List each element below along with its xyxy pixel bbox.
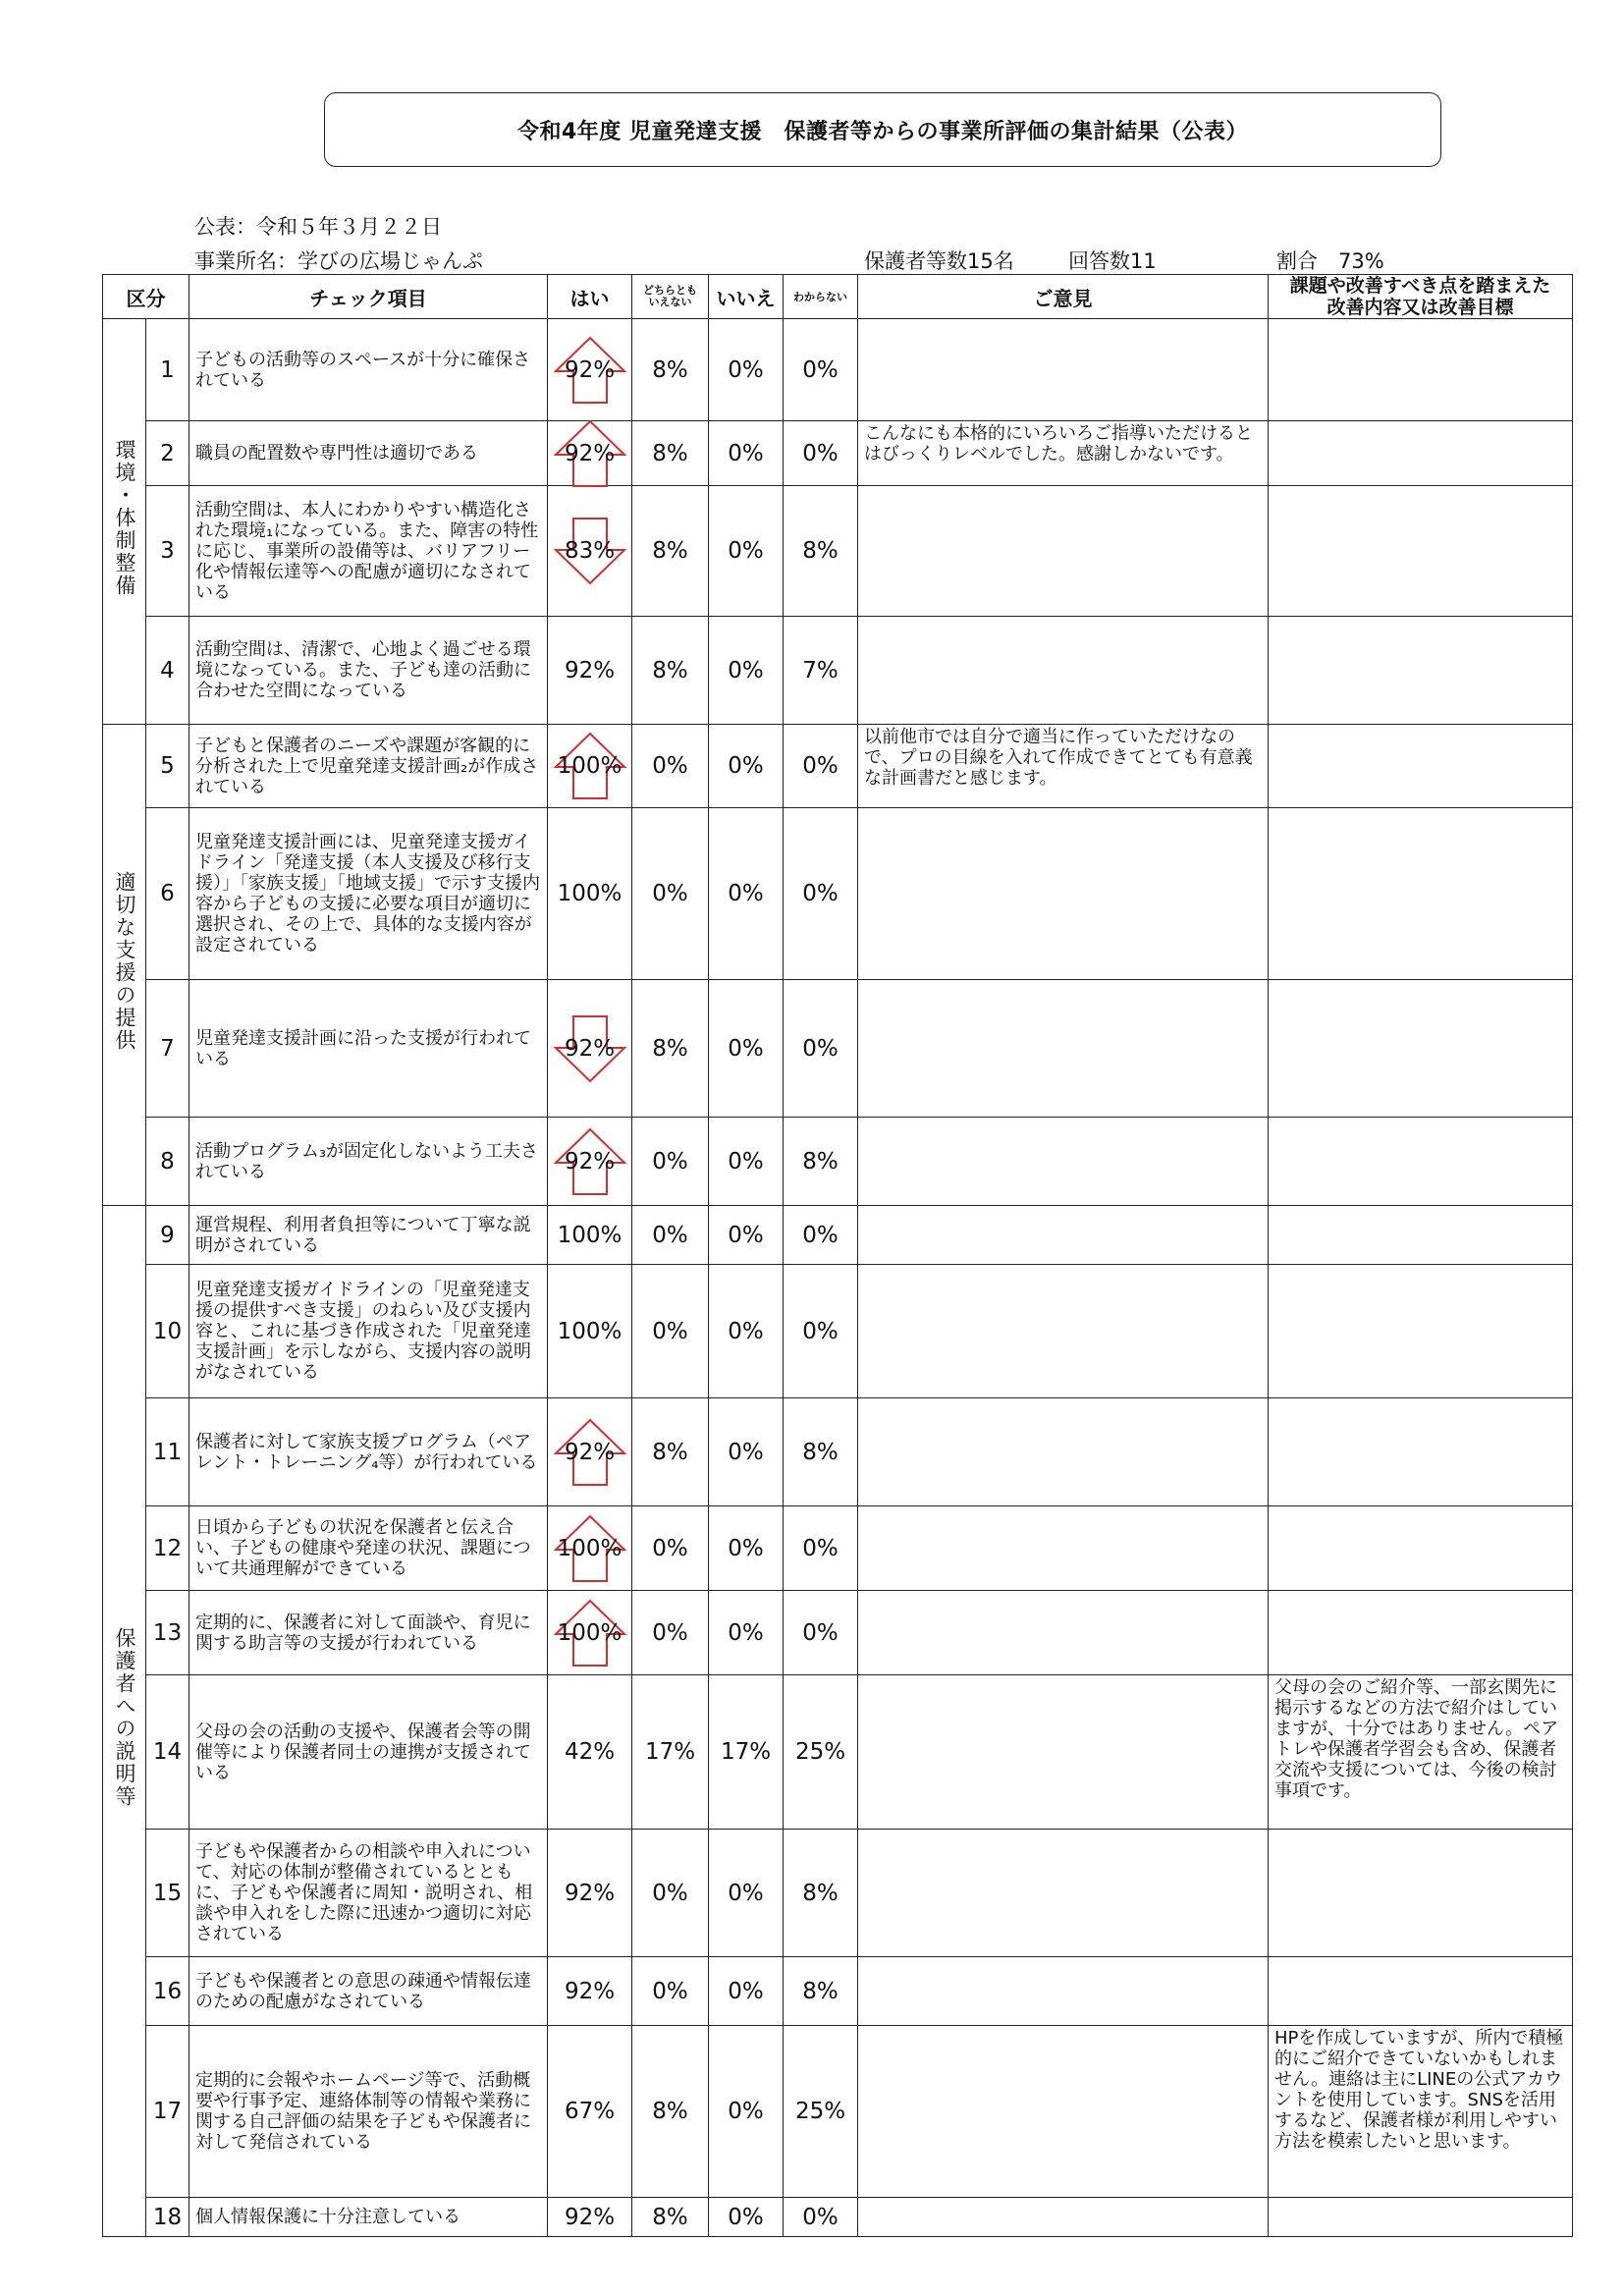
opinion-cell: 以前他市では自分で適当に作っていただけなので、プロの目線を入れて作成できてとても有意義な計画書だと感じます。 [858, 725, 1269, 808]
table-row [103, 1398, 1573, 1506]
item-number: 11 [146, 1398, 189, 1506]
no-percent: 0% [709, 421, 784, 486]
check-item-text: 活動空間は、本人にわかりやすい構造化された環境₁になっている。また、障害の特性に応じ、事業所の設備等は、バリアフリー化や情報伝達等への配慮が適切になされている [189, 486, 548, 617]
unknown-percent: 8% [784, 1398, 858, 1506]
check-item-text: 子どもや保護者からの相談や申入れについて、対応の体制が整備されているとともに、子どもや保護者に周知・説明され、相談や申入れをした際に迅速かつ適切に対応されている [189, 1830, 548, 1957]
header-check-item: チェック項目 [189, 275, 548, 319]
check-item-text: 日頃から子どもの状況を保護者と伝え合い、子どもの健康や発達の状況、課題について共通理解ができている [189, 1506, 548, 1591]
item-number: 3 [146, 486, 189, 617]
no-percent: 0% [709, 980, 784, 1118]
category-cell: 適切な支援の提供 [103, 725, 146, 1206]
yes-percent: 67% [548, 2026, 632, 2198]
yes-percent: 92% [548, 1957, 632, 2026]
no-percent: 0% [709, 1398, 784, 1506]
improvement-goal-cell [1269, 808, 1573, 980]
table-row [103, 2198, 1573, 2237]
check-item-text: 子どもの活動等のスペースが十分に確保されている [189, 319, 548, 421]
unknown-percent: 25% [784, 1675, 858, 1830]
no-percent: 0% [709, 486, 784, 617]
table-row [103, 1506, 1573, 1591]
no-percent: 17% [709, 1675, 784, 1830]
check-item-text: 子どもや保護者との意思の疎通や情報伝達のための配慮がなされている [189, 1957, 548, 2026]
table-row [103, 1957, 1573, 2026]
opinion-cell [858, 1830, 1269, 1957]
no-percent: 0% [709, 1506, 784, 1591]
yes-percent: 92% [548, 2198, 632, 2237]
table-row [103, 1591, 1573, 1675]
improvement-goal-cell [1269, 980, 1573, 1118]
improvement-goal-cell: 父母の会のご紹介等、一部玄関先に掲示するなどの方法で紹介はしていますが、十分ではありません。ペアトレや保護者学習会も含め、保護者交流や支援については、今後の検討事項です。 [1269, 1675, 1573, 1830]
guardian-count: 保護者等数15名 [864, 249, 1014, 273]
improvement-goal-cell [1269, 486, 1573, 617]
item-number: 9 [146, 1206, 189, 1265]
opinion-cell [858, 1265, 1269, 1398]
check-item-text: 定期的に会報やホームページ等で、活動概要や行事予定、連絡体制等の情報や業務に関する自己評価の結果を子どもや保護者に対して発信されている [189, 2026, 548, 2198]
header-opinion: ご意見 [858, 275, 1269, 319]
improvement-goal-cell [1269, 1398, 1573, 1506]
improvement-goal-cell [1269, 1265, 1573, 1398]
category-cell: 保護者への説明等 [103, 1206, 146, 2237]
unknown-percent: 8% [784, 1118, 858, 1206]
table-row [103, 486, 1573, 617]
unknown-percent: 8% [784, 486, 858, 617]
yes-percent: 100% [548, 1591, 632, 1675]
yes-percent: 100% [548, 1506, 632, 1591]
neither-percent: 8% [632, 486, 709, 617]
check-item-text: 活動空間は、清潔で、心地よく過ごせる環境になっている。また、子ども達の活動に合わせた空間になっている [189, 617, 548, 725]
table-row [103, 1265, 1573, 1398]
unknown-percent: 0% [784, 725, 858, 808]
unknown-percent: 7% [784, 617, 858, 725]
item-number: 14 [146, 1675, 189, 1830]
item-number: 17 [146, 2026, 189, 2198]
unknown-percent: 8% [784, 1957, 858, 2026]
check-item-text: 職員の配置数や専門性は適切である [189, 421, 548, 486]
table-row [103, 2026, 1573, 2198]
no-percent: 0% [709, 2026, 784, 2198]
unknown-percent: 25% [784, 2026, 858, 2198]
neither-percent: 8% [632, 2026, 709, 2198]
yes-percent: 83% [548, 486, 632, 617]
yes-percent: 92% [548, 421, 632, 486]
check-item-text: 個人情報保護に十分注意している [189, 2198, 548, 2237]
table-row [103, 421, 1573, 486]
item-number: 1 [146, 319, 189, 421]
yes-percent: 42% [548, 1675, 632, 1830]
no-percent: 0% [709, 617, 784, 725]
no-percent: 0% [709, 2198, 784, 2237]
no-percent: 0% [709, 808, 784, 980]
item-number: 8 [146, 1118, 189, 1206]
no-percent: 0% [709, 1830, 784, 1957]
table-row [103, 319, 1573, 421]
opinion-cell [858, 1591, 1269, 1675]
neither-percent: 0% [632, 808, 709, 980]
yes-percent: 100% [548, 725, 632, 808]
yes-percent: 92% [548, 980, 632, 1118]
table-header-row [103, 275, 1573, 319]
no-percent: 0% [709, 319, 784, 421]
neither-percent: 8% [632, 617, 709, 725]
yes-percent: 100% [548, 808, 632, 980]
header-category: 区分 [103, 275, 189, 319]
improvement-goal-cell: HPを作成していますが、所内で積極的にご紹介できていないかもしれません。連絡は主にLINEの公式アカウントを使用しています。SNSを活用するなど、保護者様が利用しやすい方法を模索したいと思います。 [1269, 2026, 1573, 2198]
improvement-goal-cell [1269, 1957, 1573, 2026]
no-percent: 0% [709, 1265, 784, 1398]
improvement-goal-cell [1269, 1206, 1573, 1265]
table-row [103, 1206, 1573, 1265]
no-percent: 0% [709, 1957, 784, 2026]
neither-percent: 8% [632, 421, 709, 486]
opinion-cell [858, 2198, 1269, 2237]
table-row [103, 1830, 1573, 1957]
unknown-percent: 8% [784, 1830, 858, 1957]
check-item-text: 運営規程、利用者負担等について丁寧な説明がされている [189, 1206, 548, 1265]
opinion-cell [858, 980, 1269, 1118]
no-percent: 0% [709, 1118, 784, 1206]
neither-percent: 0% [632, 725, 709, 808]
yes-percent: 92% [548, 1398, 632, 1506]
unknown-percent: 0% [784, 2198, 858, 2237]
check-item-text: 定期的に、保護者に対して面談や、育児に関する助言等の支援が行われている [189, 1591, 548, 1675]
header-unknown: わからない [784, 275, 858, 319]
document-title: 令和4年度 児童発達支援 保護者等からの事業所評価の集計結果（公表） [324, 92, 1441, 167]
facility-name: 事業所名：学びの広場じゃんぷ [194, 249, 483, 273]
check-item-text: 児童発達支援計画に沿った支援が行われている [189, 980, 548, 1118]
item-number: 7 [146, 980, 189, 1118]
no-percent: 0% [709, 1206, 784, 1265]
check-item-text: 父母の会の活動の支援や、保護者会等の開催等により保護者同士の連携が支援されている [189, 1675, 548, 1830]
neither-percent: 0% [632, 1830, 709, 1957]
improvement-goal-cell [1269, 1506, 1573, 1591]
item-number: 12 [146, 1506, 189, 1591]
table-row [103, 980, 1573, 1118]
unknown-percent: 0% [784, 980, 858, 1118]
opinion-cell [858, 319, 1269, 421]
no-percent: 0% [709, 1591, 784, 1675]
table-row [103, 1118, 1573, 1206]
neither-percent: 17% [632, 1675, 709, 1830]
neither-percent: 0% [632, 1506, 709, 1591]
category-cell: 環境・体制整備 [103, 319, 146, 725]
yes-percent: 100% [548, 1206, 632, 1265]
improvement-goal-cell [1269, 2198, 1573, 2237]
item-number: 6 [146, 808, 189, 980]
item-number: 15 [146, 1830, 189, 1957]
evaluation-table [102, 274, 1573, 2237]
yes-percent: 92% [548, 1830, 632, 1957]
opinion-cell [858, 1398, 1269, 1506]
opinion-cell [858, 2026, 1269, 2198]
opinion-cell [858, 1206, 1269, 1265]
opinion-cell [858, 1118, 1269, 1206]
item-number: 4 [146, 617, 189, 725]
unknown-percent: 0% [784, 1506, 858, 1591]
check-item-text: 児童発達支援ガイドラインの「児童発達支援の提供すべき支援」のねらい及び支援内容と、これに基づき作成された「児童発達支援計画」を示しながら、支援内容の説明がなされている [189, 1265, 548, 1398]
neither-percent: 0% [632, 1206, 709, 1265]
neither-percent: 8% [632, 980, 709, 1118]
item-number: 18 [146, 2198, 189, 2237]
neither-percent: 0% [632, 1118, 709, 1206]
opinion-cell [858, 808, 1269, 980]
neither-percent: 8% [632, 319, 709, 421]
opinion-cell [858, 1675, 1269, 1830]
header-no: いいえ [709, 275, 784, 319]
header-neither: どちらとも いえない [632, 275, 709, 319]
neither-percent: 0% [632, 1265, 709, 1398]
unknown-percent: 0% [784, 1265, 858, 1398]
table-row [103, 1675, 1573, 1830]
improvement-goal-cell [1269, 421, 1573, 486]
unknown-percent: 0% [784, 421, 858, 486]
header-goal: 課題や改善すべき点を踏まえた 改善内容又は改善目標 [1269, 275, 1573, 319]
item-number: 16 [146, 1957, 189, 2026]
improvement-goal-cell [1269, 617, 1573, 725]
response-count: 回答数11 [1068, 249, 1157, 273]
item-number: 2 [146, 421, 189, 486]
yes-percent: 100% [548, 1265, 632, 1398]
opinion-cell [858, 1957, 1269, 2026]
published-date: 公表：令和５年３月２２日 [194, 215, 442, 239]
opinion-cell [858, 1506, 1269, 1591]
improvement-goal-cell [1269, 319, 1573, 421]
unknown-percent: 0% [784, 319, 858, 421]
improvement-goal-cell [1269, 1118, 1573, 1206]
unknown-percent: 0% [784, 808, 858, 980]
improvement-goal-cell [1269, 725, 1573, 808]
item-number: 5 [146, 725, 189, 808]
neither-percent: 0% [632, 1957, 709, 2026]
opinion-cell [858, 617, 1269, 725]
table-row [103, 725, 1573, 808]
item-number: 10 [146, 1265, 189, 1398]
table-row [103, 808, 1573, 980]
opinion-cell [858, 486, 1269, 617]
opinion-cell: こんなにも本格的にいろいろご指導いただけるとはびっくりレベルでした。感謝しかないです。 [858, 421, 1269, 486]
check-item-text: 児童発達支援計画には、児童発達支援ガイドライン「発達支援（本人支援及び移行支援）」「家族支援」「地域支援」で示す支援内容から子どもの支援に必要な項目が適切に選択され、その上で、具体的な支援内容が設定されている [189, 808, 548, 980]
response-ratio: 割合 73% [1276, 249, 1384, 273]
unknown-percent: 0% [784, 1591, 858, 1675]
unknown-percent: 0% [784, 1206, 858, 1265]
check-item-text: 子どもと保護者のニーズや課題が客観的に分析された上で児童発達支援計画₂が作成されている [189, 725, 548, 808]
check-item-text: 活動プログラム₃が固定化しないよう工夫されている [189, 1118, 548, 1206]
check-item-text: 保護者に対して家族支援プログラム（ペアレント・トレーニング₄等）が行われている [189, 1398, 548, 1506]
neither-percent: 0% [632, 1591, 709, 1675]
yes-percent: 92% [548, 1118, 632, 1206]
yes-percent: 92% [548, 319, 632, 421]
improvement-goal-cell [1269, 1591, 1573, 1675]
yes-percent: 92% [548, 617, 632, 725]
neither-percent: 8% [632, 2198, 709, 2237]
neither-percent: 8% [632, 1398, 709, 1506]
improvement-goal-cell [1269, 1830, 1573, 1957]
item-number: 13 [146, 1591, 189, 1675]
header-yes: はい [548, 275, 632, 319]
no-percent: 0% [709, 725, 784, 808]
table-row [103, 617, 1573, 725]
